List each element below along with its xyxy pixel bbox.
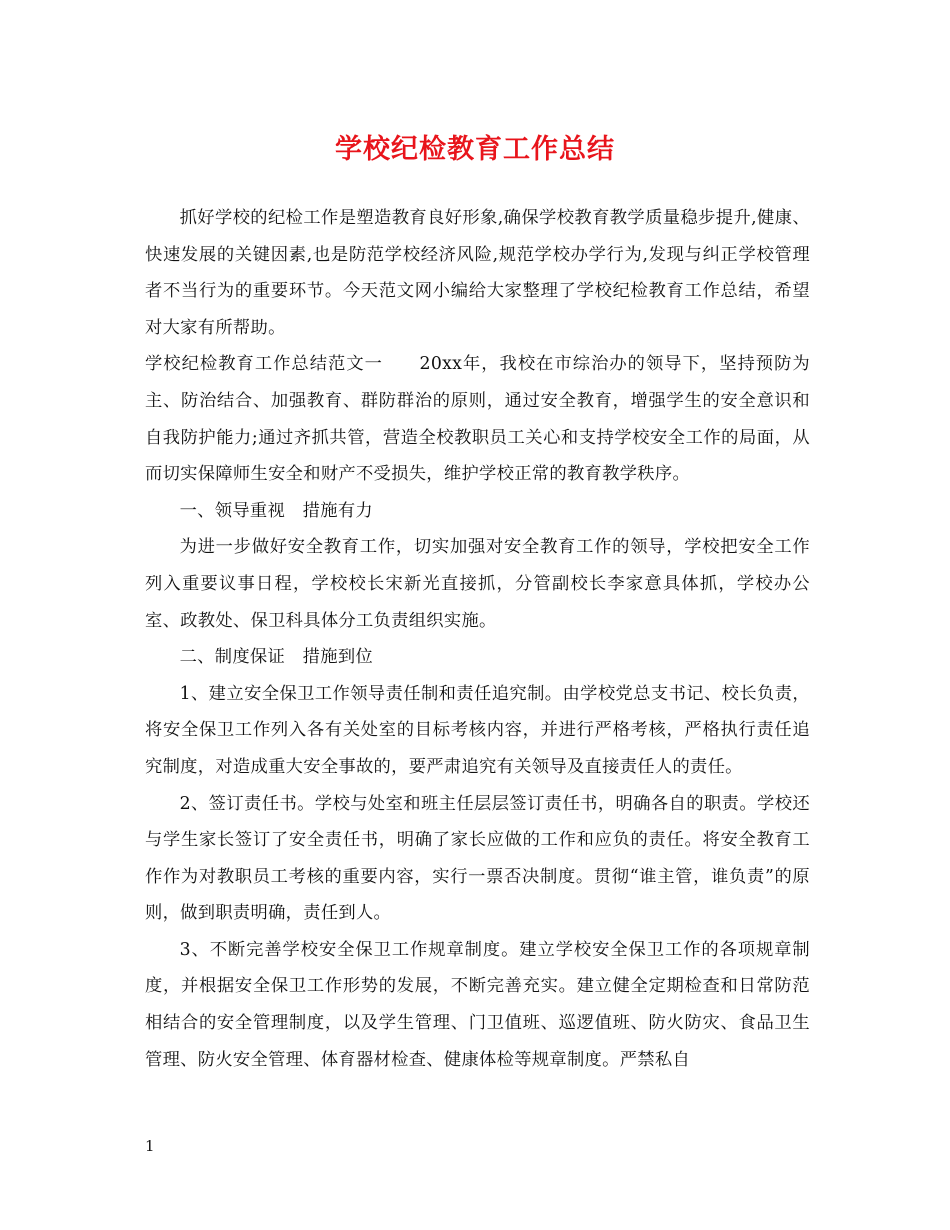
page-number: 1 <box>145 1137 155 1155</box>
document-title: 学校纪检教育工作总结 <box>335 134 615 165</box>
paragraph-leadership: 为进一步做好安全教育工作，切实加强对安全教育工作的领导，学校把安全工作列入重要议事日程，学校校长宋新光直接抓，分管副校长李家意具体抓，学校办公室、政教处、保卫科具体分工负责组织实施。 <box>145 537 810 631</box>
paragraph-item-1: 1、建立安全保卫工作领导责任制和责任追究制。由学校党总支书记、校长负责，将安全保卫工作列入各有关处室的目标考核内容，并进行严格考核，严格执行责任追究制度，对造成重大安全事故的，要严肃追究有关领导及直接责任人的责任。 <box>145 683 810 777</box>
section-heading-leadership: 一、领导重视 措施有力 <box>179 500 373 521</box>
paragraph-sample-one: 学校纪检教育工作总结范文一 20xx年，我校在市综治办的领导下，坚持预防为主、防治结合、加强教育、群防群治的原则，通过安全教育，增强学生的安全意识和自我防护能力;通过齐抓共管，营造全校教职员工关心和支持学校安全工作的局面，从而切实保障师生安全和财产不受损失，维护学校正常的教育教学秩序。 <box>145 354 810 485</box>
paragraph-intro: 抓好学校的纪检工作是塑造教育良好形象,确保学校教育教学质量稳步提升,健康、快速发展的关键因素,也是防范学校经济风险,规范学校办学行为,发现与纠正学校管理者不当行为的重要环节。今天范文网小编给大家整理了学校纪检教育工作总结，希望对大家有所帮助。 <box>145 208 810 338</box>
paragraph-item-2: 2、签订责任书。学校与处室和班主任层层签订责任书，明确各自的职责。学校还与学生家长签订了安全责任书，明确了家长应做的工作和应负的责任。将安全教育工作作为对教职员工考核的重要内容，实行一票否决制度。贯彻“谁主管，谁负责”的原则，做到职责明确，责任到人。 <box>145 793 810 924</box>
section-heading-system: 二、制度保证 措施到位 <box>179 647 373 668</box>
document-body <box>145 200 810 1078</box>
paragraph-item-3: 3、不断完善学校安全保卫工作规章制度。建立学校安全保卫工作的各项规章制度，并根据安全保卫工作形势的发展，不断完善充实。建立健全定期检查和日常防范相结合的安全管理制度，以及学生管理、门卫值班、巡逻值班、防火防灾、食品卫生管理、防火安全管理、体育器材检查、健康体检等规章制度。严禁私自 <box>145 939 810 1070</box>
